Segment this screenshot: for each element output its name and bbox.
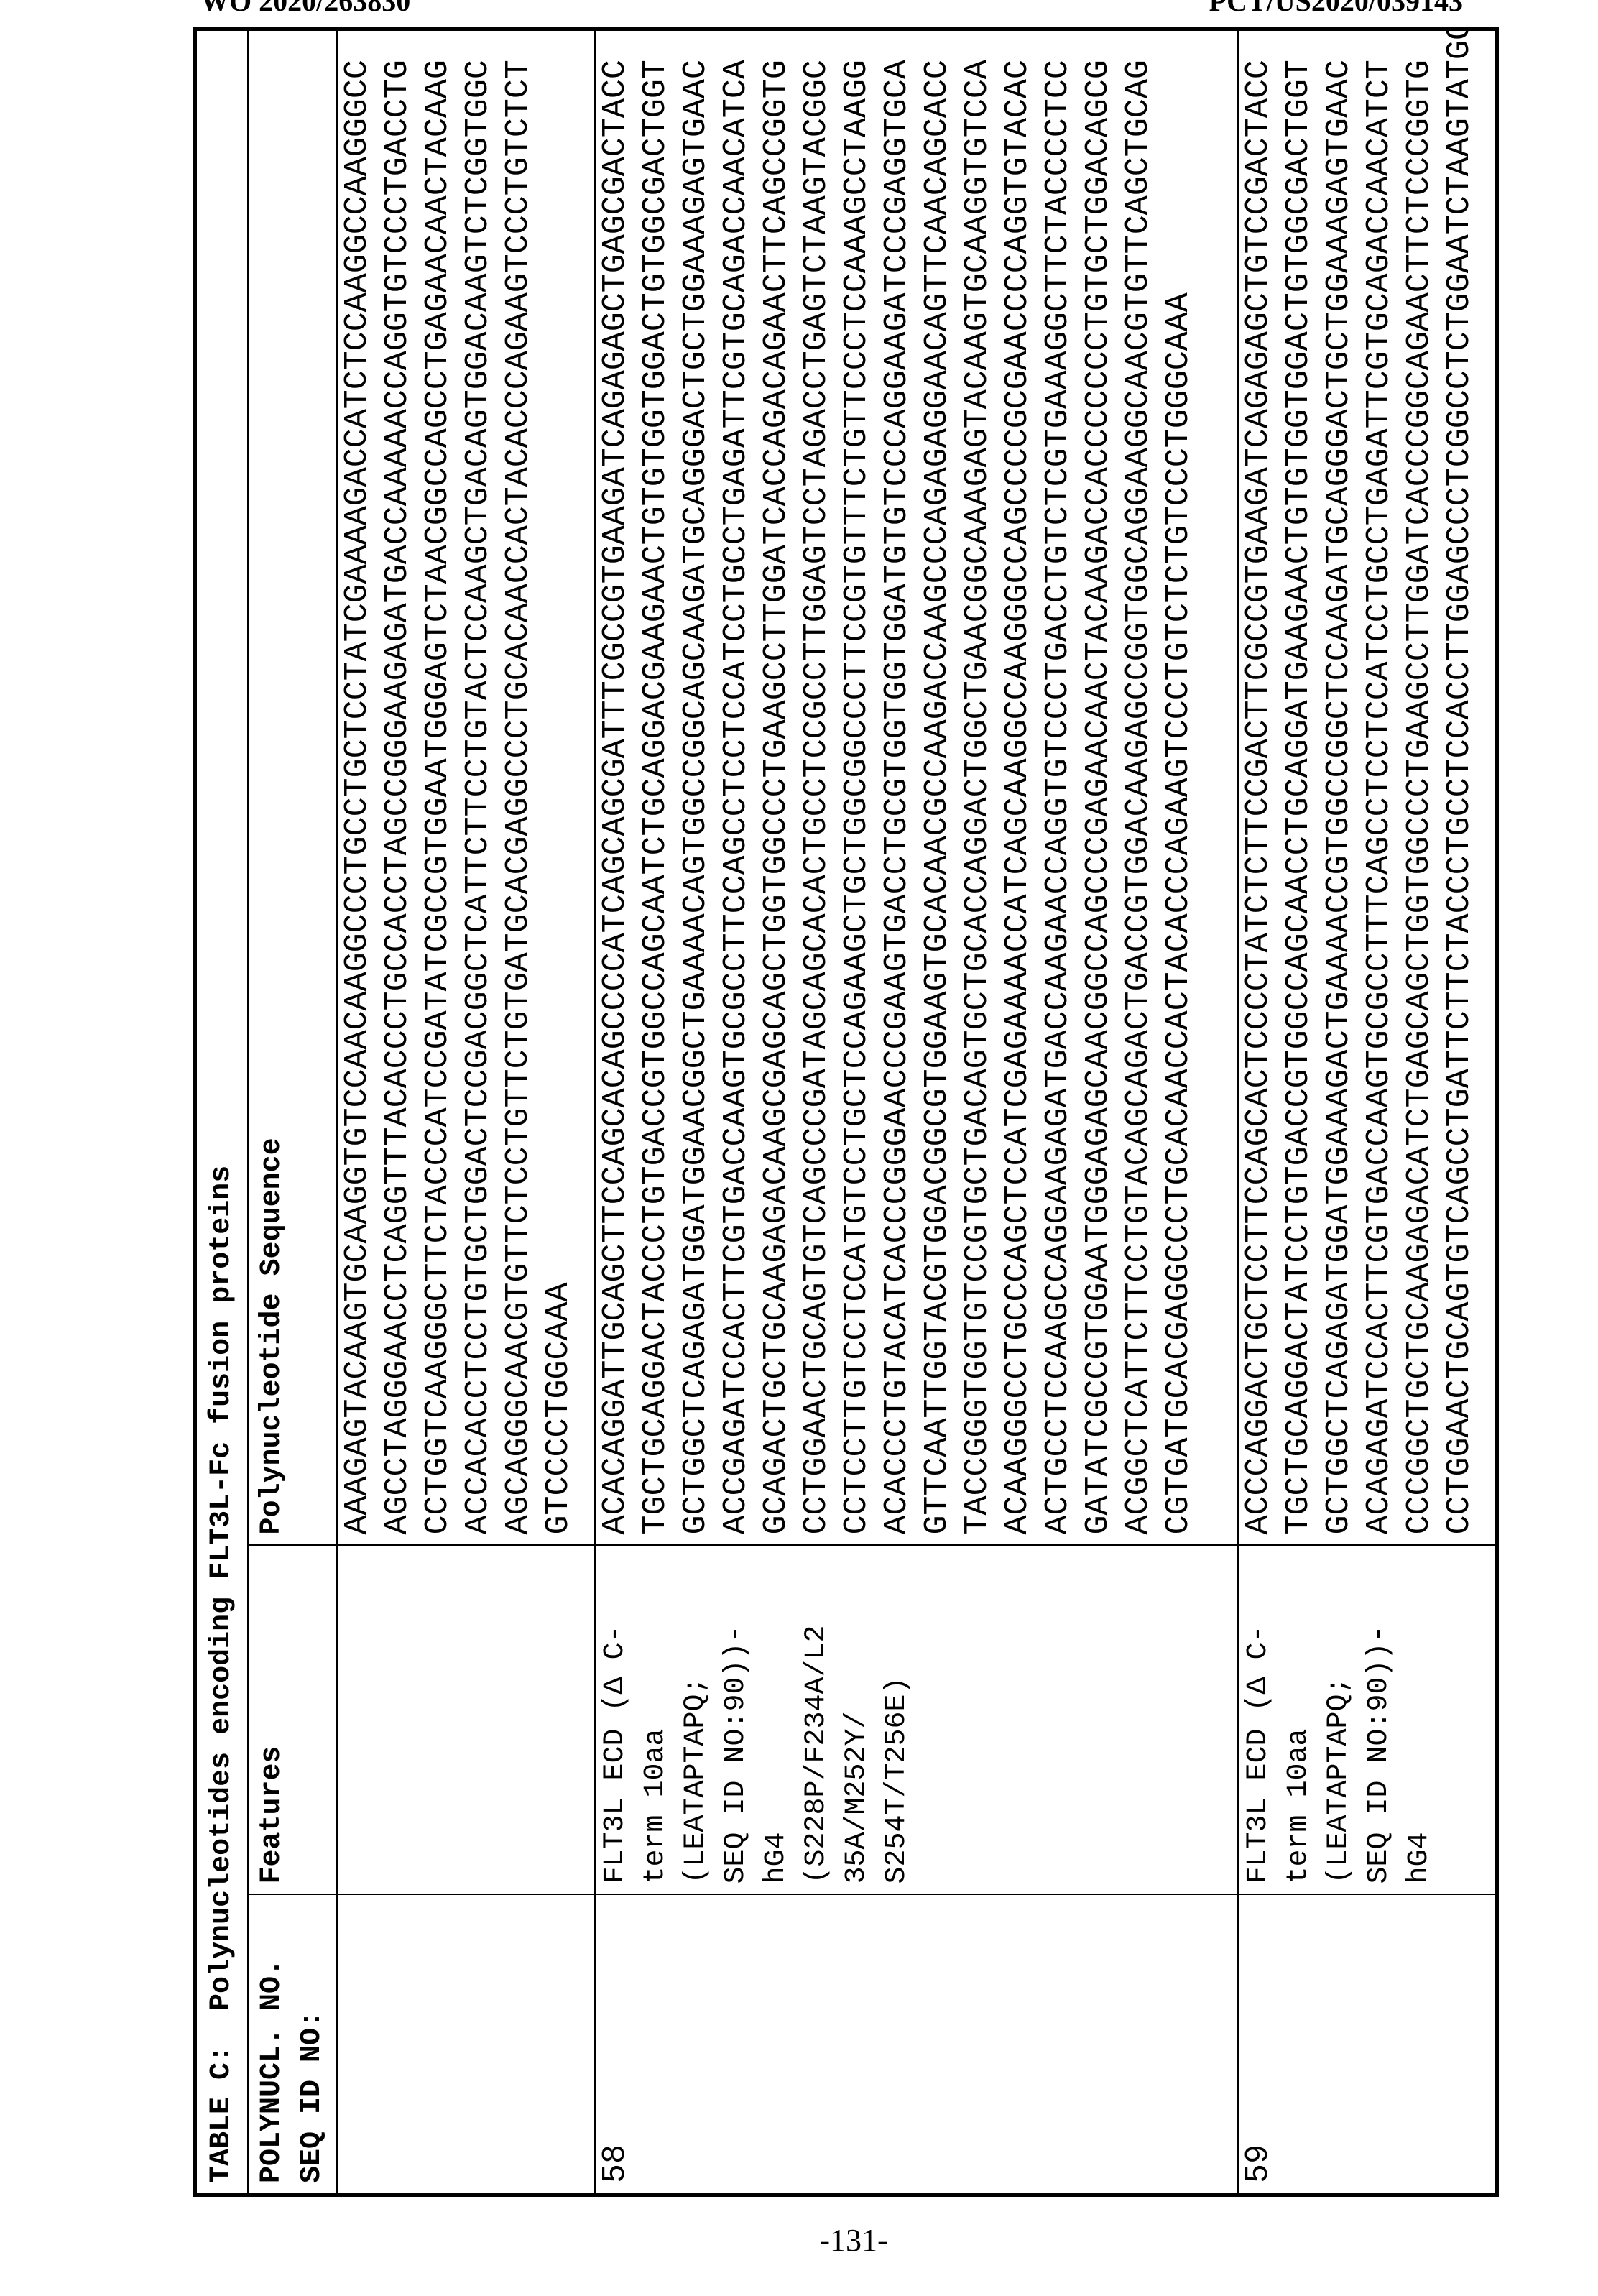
seq-id-cell <box>1238 1895 1497 2195</box>
features-line: SEQ ID NO:90))- <box>1359 1546 1400 1884</box>
table-title: TABLE C: Polynucleotides encoding FLT3L-Fc fusion proteins <box>195 29 249 2195</box>
seq-id: 59 <box>1239 1896 1279 2184</box>
sequence-line: GCTGGCTCAGAGATGGATGGAAAGACTGAAAACCGTGGCCGGCTCCAAGATGCAGGGACTGCTGGAAAGAGTGAAC <box>1319 31 1359 1535</box>
seq-id-cell <box>595 1895 1238 2195</box>
polynucleotide-table <box>193 27 1499 2197</box>
sequence-line: ACCACACCTCCTGTGCTGGACTCCGACGGCTCATTCTTCCTGTACTCCAAGCTGACAGTGGACAAGTCTCGGTGGC <box>458 31 499 1535</box>
features-line: hG4 <box>1400 1546 1440 1884</box>
sequence-line: AAAGAGTACAAGTGCAAGGTGTCCAACAAGGCCCTGCCTGCTCCTATCGAAAAGACCATCTCCAAGGCCAAGGGCC <box>338 31 378 1535</box>
features-cell <box>595 1546 1238 1895</box>
table-row <box>595 29 1238 2195</box>
seq-id-cell <box>337 1895 595 2195</box>
sequence-line: ACGGCTCATTCTTCCTGTACAGCAGACTGACCGTGGACAAGAGCCGGTGGCAGGAAGGCAACGTGTTCAGCTGCAG <box>1119 31 1159 1535</box>
rotated-table-container <box>193 31 1497 2197</box>
column-header-seq-id-line: POLYNUCL. NO. <box>252 1896 292 2184</box>
sequence-line: TGCTGCAGGACTATCCTGTGACCGTGGCCAGCAACCTGCAGGATGAAGAACTGTGTGGTGGACTGTGGCGACTGGT <box>1279 31 1319 1535</box>
sequence-cell <box>337 29 595 1545</box>
seq-id: 58 <box>596 1896 636 2184</box>
sequence-line: ACTGCCTCCAAGCCAGGAAGAGATGACCAAGAACCAGGTGTCCCTGACCTGTCTCGTGAAAGGCTTCTACCCCTCC <box>1038 31 1079 1535</box>
sequence-line: CCTCCTTGTCCTCCATGTCCTGCTCCAGAAGCTGCTGGCGGCCCTTCCGTGTTTCTGTTCCCTCCAAAGCCTAAGG <box>837 31 877 1535</box>
sequence-line: CGTGATGCACGAGGCCCTGCACAACCACTACACCCAGAAGTCCCTGTCTCTGTCCCTGGGCAAA <box>1159 31 1199 1535</box>
features-line: term 10aa <box>636 1546 676 1884</box>
sequence-line: ACACCCTGTACATCACCCGGGAACCCGAAGTGACCTGCGTGGTGGTGGATGTGTCCCAGGAAGATCCCGAGGTGCA <box>877 31 918 1535</box>
table-row <box>1238 29 1497 2195</box>
publication-number: WO 2020/263830 <box>200 0 410 18</box>
features-line: S254T/T256E) <box>877 1546 918 1884</box>
sequence-line: TGCTGCAGGACTACCCTGTGACCGTGGCCAGCAATCTGCAGGACGAAGAACTGTGTGGTGGACTGTGGCGACTGGT <box>636 31 676 1535</box>
sequence-line: ACCGAGATCCACTTCGTGACCAAGTGCGCCTTCCAGCCTCCTCCATCCTGCCTGAGATTCGTGCAGACCAACATCA <box>716 31 757 1535</box>
features-cell <box>1238 1546 1497 1895</box>
features-line: (S228P/F234A/L2 <box>797 1546 837 1884</box>
table-row <box>337 29 595 2195</box>
sequence-line: CCTGGAACTGCAGTGTCAGCCTGATTCTTCTACCCTGCCTCCACCTTGGAGCCCTCGGCCTCTGGAATCTAAGTATGGC <box>1440 31 1480 1535</box>
sequence-line: GATATCGCCGTGGAATGGGAGAGCAACGGCCAGCCCGAGAACAACTACAAGACCACCCCCCCTGTGCTGGACAGCG <box>1079 31 1119 1535</box>
sequence-cell <box>1238 29 1497 1545</box>
sequence-line: ACAGAGATCCACTTCGTGACCAAGTGCGCCTTTCAGCCTCCTCCATCCTGCCTGAGATTCGTGCAGACCAACATCT <box>1359 31 1400 1535</box>
sequence-line: GCAGACTGCTGCAAGAGACAAGCGAGCAGCTGGTGGCCCTGAAGCCTTGGATCACCAGACAGAACTTCAGCCGGTG <box>757 31 797 1535</box>
sequence-line: AGCAGGGCAACGTGTTCTCCTGTTCTGTGATGCACGAGGCCCTGCACAACCACTACACCCAGAAGTCCCTGTCTCT <box>499 31 539 1535</box>
features-line: (LEATAPTAPQ; <box>676 1546 716 1884</box>
sequence-line: ACAAGGGCCTGCCCAGCTCCATCGAGAAAACCATCAGCAAGGCCAAGGGCCAGCCCCGCGAACCCCAGGTGTACAC <box>998 31 1038 1535</box>
features-line: term 10aa <box>1279 1546 1319 1884</box>
sequence-line: CCTGGAACTGCAGTGTCAGCCCGATAGCAGCACACTGCCTCCGCCTTGGAGTCCTAGACCTGAGTCTAAGTACGGC <box>797 31 837 1535</box>
sequence-line: ACCCAGGACTGCTCCTTCCAGCACTCCCCTATCTCTTCCGACTTCGCCGTGAAGATCAGAGAGCTGTCCGACTACC <box>1239 31 1279 1535</box>
application-number: PCT/US2020/039143 <box>1209 0 1463 18</box>
sequence-line: GCTGGCTCAGAGATGGATGGAACGGCTGAAAACAGTGGCCGGCAGCAAGATGCAGGGACTGCTGGAAAGAGTGAAC <box>676 31 716 1535</box>
sequence-line: CCCGGCTGCTGCAAGAGACATCTGAGCAGCTGGTGGCCCTGAAGCCTTGGATCACCCGGCAGAACTTCTCCCGGTG <box>1400 31 1440 1535</box>
sequence-line: TACCGGGTGGTGTCCGTGCTGACAGTGCTGCACCAGGACTGGCTGAACGGCAAAGAGTACAAGTGCAAGGTGTCCA <box>958 31 998 1535</box>
features-line: hG4 <box>757 1546 797 1884</box>
features-cell <box>337 1546 595 1895</box>
features-line: (LEATAPTAPQ; <box>1319 1546 1359 1884</box>
sequence-line: AGCCTAGGGAACCTCAGGTTTACACCCTGCCACCTAGCCGGGAAGAGATGACCAAAAACCAGGTGTCCCTGACCTG <box>378 31 418 1535</box>
sequence-line: GTCCCCTGGCAAA <box>539 31 579 1535</box>
features-line: FLT3L ECD (Δ C- <box>1239 1546 1279 1884</box>
features-line: 35A/M252Y/ <box>837 1546 877 1884</box>
features-line: SEQ ID NO:90))- <box>716 1546 757 1884</box>
sequence-line: ACACAGGATTGCAGCTTCCAGCACAGCCCCATCAGCAGCGATTTCGCCGTGAAGATCAGAGAGCTGAGCGACTACC <box>596 31 636 1535</box>
column-header-sequence: Polynucleotide Sequence <box>249 29 338 1545</box>
column-header-seq-id <box>249 1895 338 2195</box>
sequence-cell <box>595 29 1238 1545</box>
sequence-line: CCTGGTCAAGGGCTTCTACCCATCCGATATCGCCGTGGAATGGGAGTCTAACGGCCAGCCTGAGAACAACTACAAG <box>418 31 458 1535</box>
sequence-line: GTTCAATTGGTACGTGGACGGCGTGGAAGTGCACAACGCCAAGACCAAGCCCAGAGAGGAACAGTTCAACAGCACC <box>918 31 958 1535</box>
page-number: -131- <box>0 2222 1598 2259</box>
features-line: FLT3L ECD (Δ C- <box>596 1546 636 1884</box>
column-header-features: Features <box>249 1546 338 1895</box>
column-header-seq-id-line: SEQ ID NO: <box>292 1896 333 2184</box>
